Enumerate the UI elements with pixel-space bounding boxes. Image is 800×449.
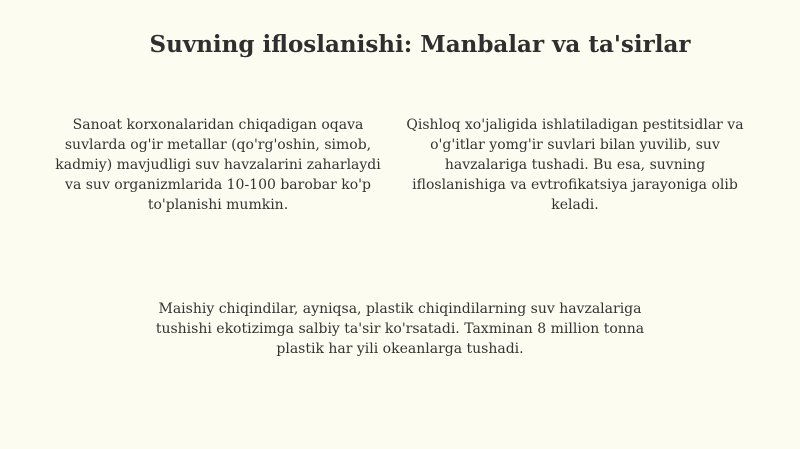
household-waste-paragraph: Maishiy chiqindilar, ayniqsa, plastik chiqindilarning suv havzalariga tushishi ekotizimga salbiy ta'sir ko'rsatadi. Taxminan 8 million tonna plastik har yili okeanlarga tushadi.	[155, 301, 645, 357]
agricultural-pollution-paragraph: Qishloq xo'jaligida ishlatiladigan pestitsidlar va o'g'itlar yomg'ir suvlari bilan yuvilib, suv havzalariga tushadi. Bu esa, suvning ifloslanishiga va evtrofikatsiya jarayoniga olib keladi.	[406, 117, 744, 213]
industrial-pollution-paragraph: Sanoat korxonalaridan chiqadigan oqava suvlarda og'ir metallar (qo'rg'oshin, simob, kadmiy) mavjudligi suv havzalarini zaharlaydi va suv organizmlarida 10-100 barobar ko'p to'planishi mumkin.	[55, 117, 381, 213]
slide-title: Suvning ifloslanishi: Manbalar va ta'sirlar	[149, 31, 691, 58]
